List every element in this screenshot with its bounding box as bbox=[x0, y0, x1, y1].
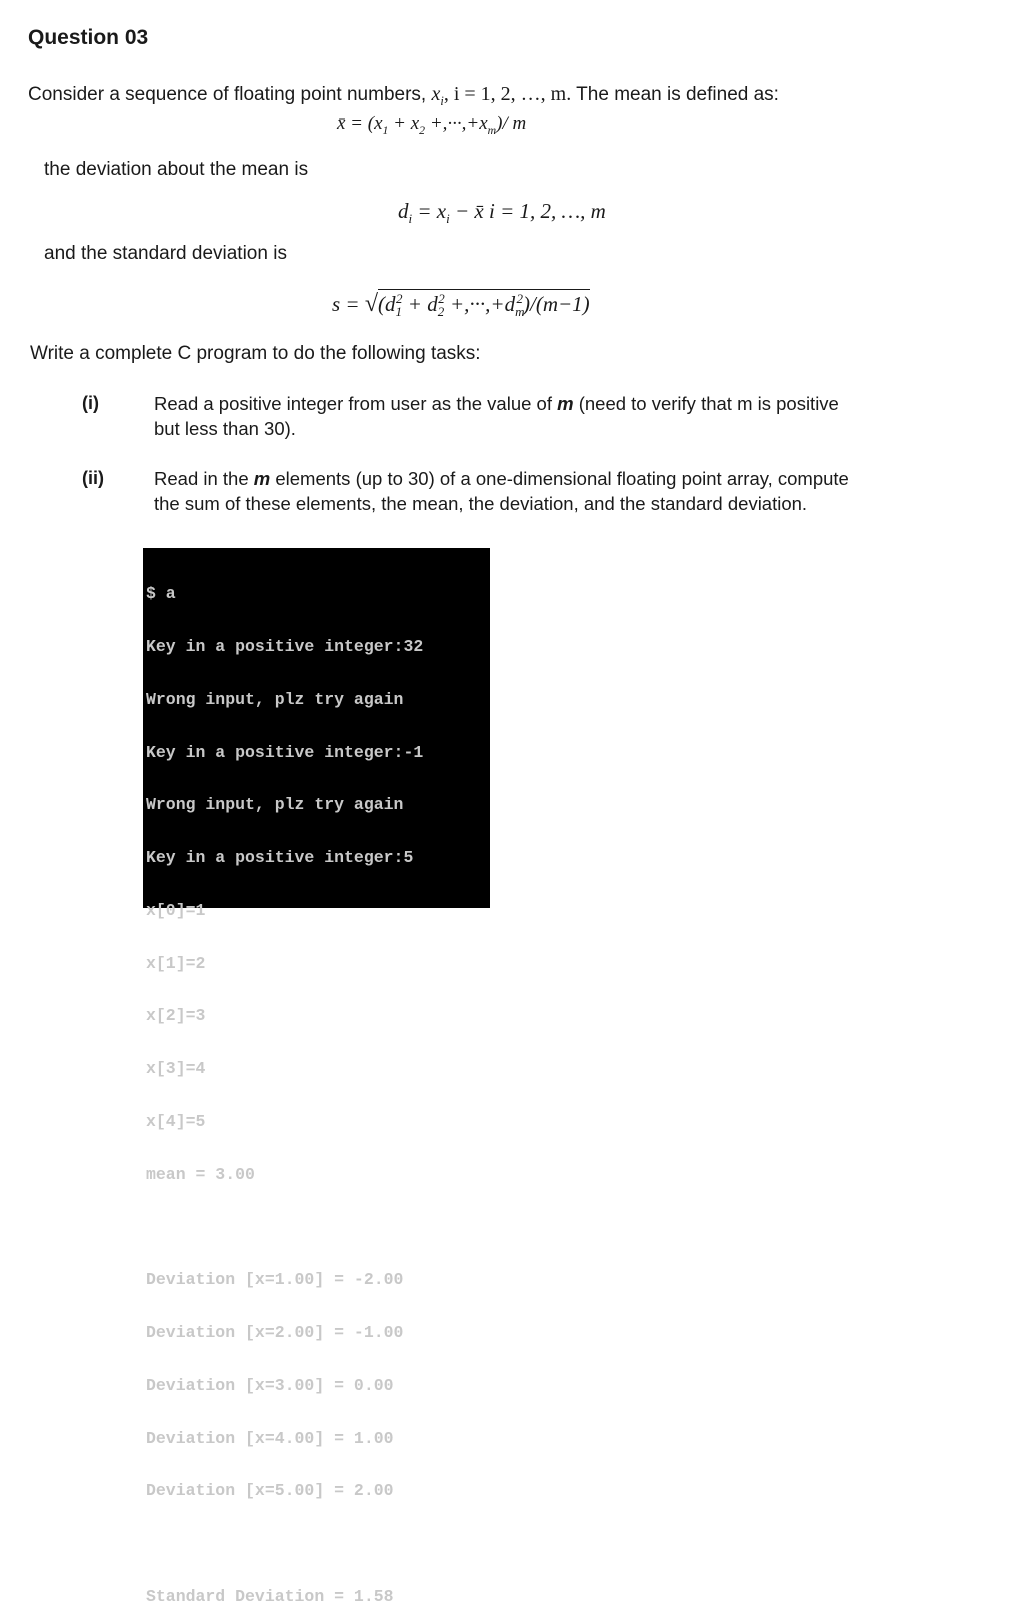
terminal-line: x[1]=2 bbox=[146, 953, 206, 973]
task-label-ii: (ii) bbox=[82, 468, 104, 488]
task-text-i: Read a positive integer from user as the value of m (need to verify that m is positive but less than 30). bbox=[154, 393, 839, 439]
terminal-line: Key in a positive integer:5 bbox=[146, 848, 414, 868]
task-text-ii: Read in the m elements (up to 30) of a one-dimensional floating point array, compute the sum of these elements, the mean, the deviation, and the standard deviation. bbox=[154, 468, 849, 514]
std-formula: $s = √(d_1^2 + d_2^2 +,\cdot\cdot\cdot,+d_m^2)/(m-1)$ bbox=[332, 291, 590, 320]
intro-math-x: $x_i$, i = 1, 2, …, m. bbox=[431, 83, 572, 108]
terminal-line: Key in a positive integer:32 bbox=[146, 636, 424, 656]
question-heading: Question 03 bbox=[28, 26, 149, 49]
terminal-line: Key in a positive integer:-1 bbox=[146, 742, 424, 762]
write-prompt: Write a complete C program to do the following tasks: bbox=[30, 343, 481, 364]
terminal-line: x[2]=3 bbox=[146, 1006, 206, 1026]
intro-paragraph bbox=[28, 83, 779, 109]
terminal-line: mean = 3.00 bbox=[146, 1164, 255, 1184]
deviation-formula: $d_i = x_i$ − x̄ i = 1, 2, …, m bbox=[398, 199, 606, 227]
sqrt-sign: √ bbox=[364, 291, 379, 317]
intro-text-after: The mean is defined as: bbox=[571, 84, 779, 105]
terminal-blank-line bbox=[146, 1535, 490, 1553]
terminal-line: Deviation [x=3.00] = 0.00 bbox=[146, 1375, 394, 1395]
terminal-line: $ a bbox=[146, 584, 176, 604]
terminal-line: x[4]=5 bbox=[146, 1112, 206, 1131]
terminal-line: Deviation [x=4.00] = 1.00 bbox=[146, 1428, 394, 1448]
task-label-i: (i) bbox=[82, 393, 99, 413]
terminal-line: x[3]=4 bbox=[146, 1059, 206, 1079]
std-intro: and the standard deviation is bbox=[44, 243, 287, 264]
terminal-blank-line bbox=[146, 1219, 490, 1237]
terminal-line: Deviation [x=1.00] = -2.00 bbox=[146, 1270, 404, 1290]
sqrt-radicand: $(d_1^2 + d_2^2 +,\cdot\cdot\cdot,+d_m^2)/(m-1)$ bbox=[378, 291, 590, 320]
mean-formula: x̄ = $(x_1 + x_2 +,\cdot\cdot\cdot,+x_m)/$ m bbox=[337, 113, 527, 137]
terminal-line: x[0]=1 bbox=[146, 900, 206, 920]
deviation-intro: the deviation about the mean is bbox=[44, 159, 309, 180]
intro-text-before: Consider a sequence of floating point numbers, bbox=[28, 84, 432, 105]
terminal-line: Standard Deviation = 1.58 bbox=[146, 1587, 394, 1607]
terminal-line: Deviation [x=2.00] = -1.00 bbox=[146, 1323, 404, 1343]
terminal-line: Wrong input, plz try again bbox=[146, 795, 404, 815]
terminal-line: Deviation [x=5.00] = 2.00 bbox=[146, 1481, 394, 1501]
terminal-line: Wrong input, plz try again bbox=[146, 689, 404, 709]
terminal-output bbox=[143, 548, 490, 1607]
